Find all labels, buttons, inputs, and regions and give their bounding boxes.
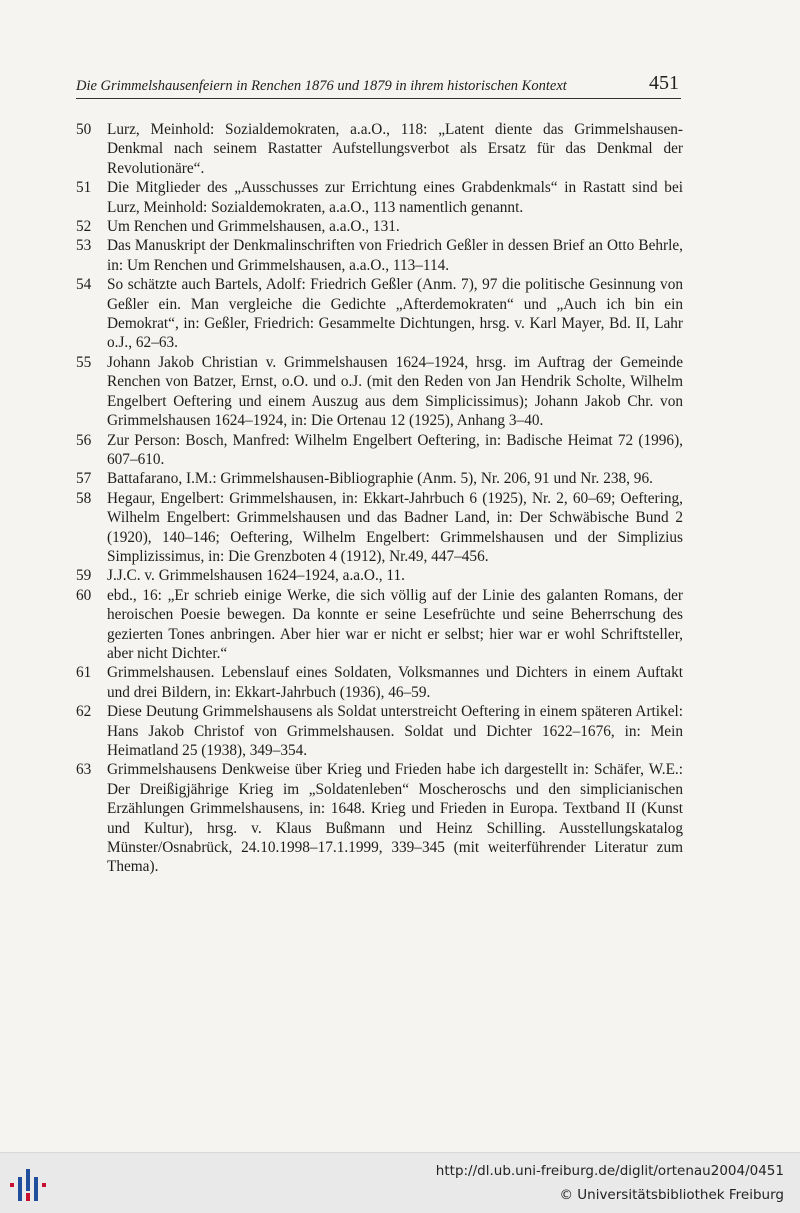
endnote-60 (76, 586, 683, 664)
viewer-footer (0, 1152, 800, 1213)
endnote-63 (76, 760, 683, 876)
endnote-number: 54 (76, 276, 92, 294)
endnote-53 (76, 236, 683, 275)
permalink-url[interactable]: http://dl.ub.uni-freiburg.de/diglit/ortenau2004/0451 (435, 1163, 784, 1179)
endnote-50 (76, 120, 683, 178)
endnote-number: 50 (76, 121, 92, 138)
endnote-text: J.J.C. v. Grimmelshausen 1624–1924, a.a.O., 11. (107, 567, 405, 585)
endnote-52 (76, 217, 683, 236)
endnote-61 (76, 663, 683, 702)
endnote-text: Lurz, Meinhold: Sozialdemokraten, a.a.O., 118: „Latent diente das Grimmelshausen-Denkmal nach seinem Rastatter Aufstellungsverbot als Ersatz für das Denkmal der Revolutionäre“. (107, 121, 683, 177)
endnote-text: Battafarano, I.M.: Grimmelshausen-Bibliographie (Anm. 5), Nr. 206, 91 und Nr. 238, 96. (107, 470, 653, 488)
endnote-text: Johann Jakob Christian v. Grimmelshausen 1624–1924, hrsg. im Auftrag der Gemeinde Renchen von Batzer, Ernst, o.O. und o.J. (mit den Reden von Jan Hendrik Scholte, Wilhelm Engelbert Oeftering und einem Auszug aus dem Simplicissimus); Johann Jakob Chr. von Grimmelshausen 1624–1924, in: Die Ortenau 12 (1925), Anhang 3–40. (107, 353, 683, 430)
page-number: 451 (649, 72, 679, 94)
endnote-text: Grimmelshausen. Lebenslauf eines Soldaten, Volksmannes und Dichters in einem Auftakt und drei Bildern, in: Ekkart-Jahrbuch (1936), 46–59. (107, 664, 683, 701)
running-title: Die Grimmelshausenfeiern in Renchen 1876 und 1879 in ihrem historischen Kontext (76, 78, 567, 94)
endnote-57 (76, 469, 683, 488)
endnote-text: Um Renchen und Grimmelshausen, a.a.O., 131. (107, 218, 400, 236)
endnote-number: 55 (76, 353, 92, 371)
endnote-number: 59 (76, 567, 92, 585)
endnote-55 (76, 353, 683, 431)
endnote-text: So schätzte auch Bartels, Adolf: Friedrich Geßler (Anm. 7), 97 die politische Gesinnung von Geßler ein. Man vergleiche die Gedichte „Afterdemokraten“ und „Auch ich bin ein Demokrat“, in: Geßler, Friedrich: Gesammelte Dichtungen, hrsg. v. Karl Mayer, Bd. II, Lahr o.J., 62–63. (107, 276, 683, 352)
endnote-text: Grimmelshausens Denkweise über Krieg und Frieden habe ich dargestellt in: Schäfer, W.E.: Der Dreißigjährige Krieg im „Soldatenleben“ Moscheroschs und den simplicianischen Erzählungen Grimmelshausens, in: 1648. Krieg und Frieden in Europa. Textband II (Kunst und Kultur), hrsg. v. Klaus Bußmann und Heinz Schilling. Ausstellungskatalog Münster/Osnabrück, 24.10.1998–17.1.1999, 339–345 (mit weiterführender Literatur zum Thema). (107, 761, 683, 876)
page-header (76, 72, 681, 99)
ub-freiburg-logo-icon[interactable] (8, 1165, 52, 1205)
endnote-number: 51 (76, 179, 92, 197)
copyright-notice: © Universitätsbibliothek Freiburg (559, 1187, 784, 1203)
endnotes-list (76, 120, 683, 877)
endnote-number: 60 (76, 586, 92, 604)
endnote-text: ebd., 16: „Er schrieb einige Werke, die sich völlig auf der Linie des galanten Romans, der heroischen Poesie bewegen. Da konnte er seine Lesefrüchte und seine Beherrschung des gezierten Tones anbringen. Aber hier war er nicht er selbst; hier war er wohl Schriftsteller, aber nicht Dichter.“ (107, 586, 683, 662)
endnote-text: Das Manuskript der Denkmalinschriften von Friedrich Geßler in dessen Brief an Otto Behrle, in: Um Renchen und Grimmelshausen, a.a.O., 113–114. (107, 237, 683, 274)
endnote-text: Zur Person: Bosch, Manfred: Wilhelm Engelbert Oeftering, in: Badische Heimat 72 (1996), 607–610. (107, 431, 683, 468)
endnote-number: 63 (76, 761, 92, 779)
endnote-51 (76, 178, 683, 217)
endnote-54 (76, 275, 683, 353)
endnote-62 (76, 702, 683, 760)
endnote-number: 57 (76, 470, 92, 488)
endnote-58 (76, 489, 683, 567)
endnote-number: 61 (76, 664, 92, 682)
endnote-number: 58 (76, 489, 92, 507)
endnote-text: Diese Deutung Grimmelshausens als Soldat unterstreicht Oeftering in einem späteren Artikel: Hans Jakob Christof von Grimmelshausen. Soldat und Dichter 1622–1676, in: Mein Heimatland 25 (1938), 349–354. (107, 703, 683, 759)
endnote-text: Die Mitglieder des „Ausschusses zur Errichtung eines Grabdenkmals“ in Rastatt sind bei Lurz, Meinhold: Sozialdemokraten, a.a.O., 113 namentlich genannt. (107, 179, 683, 216)
endnote-number: 53 (76, 237, 92, 255)
endnote-number: 56 (76, 431, 92, 449)
endnote-59 (76, 566, 683, 585)
endnote-56 (76, 431, 683, 470)
endnote-text: Hegaur, Engelbert: Grimmelshausen, in: Ekkart-Jahrbuch 6 (1925), Nr. 2, 60–69; Oeftering, Wilhelm Engelbert: Grimmelshausen und das Badner Land, in: Der Schwäbische Bund 2 (1920), 140–146; Oeftering, Wilhelm Engelbert: Grimmelshausen und der Simplizius Simplizissimus, in: Die Grenzboten 4 (1912), Nr.49, 447–456. (107, 489, 683, 565)
endnote-number: 62 (76, 703, 92, 721)
endnote-number: 52 (76, 218, 92, 236)
